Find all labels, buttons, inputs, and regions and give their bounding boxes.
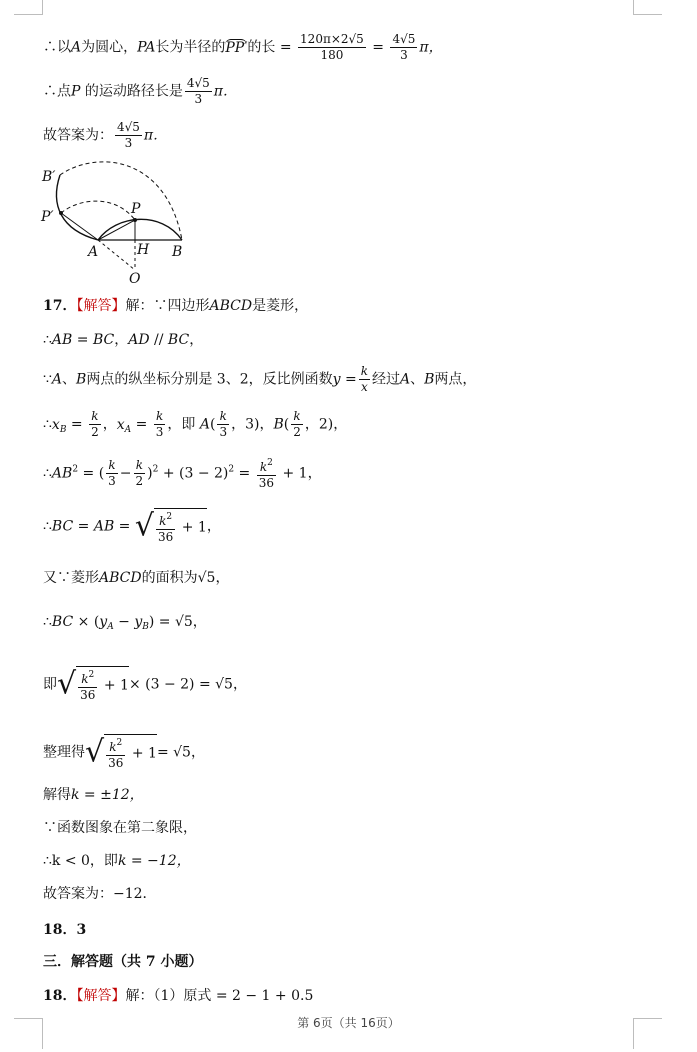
var-a: A — [71, 39, 82, 56]
q17-header — [43, 296, 308, 316]
text: ∴点 — [43, 83, 71, 100]
dashed-a-o — [98, 240, 135, 270]
var-pa: PA — [137, 39, 156, 56]
q17-step-9: 整理得√ $\frac{k^2}{36}$ + 1= √5， — [43, 734, 205, 770]
pi: π， — [419, 39, 443, 56]
solid-arc-a-b — [98, 219, 182, 240]
text: 是菱形， — [252, 298, 309, 314]
text: ∴以 — [43, 39, 71, 56]
label-pprime: P′ — [41, 209, 54, 225]
label-bprime: B′ — [42, 169, 56, 185]
q17-step-4: $\therefore AB^2$ = ( $\frac{k}{3}$ − $\frac{k}{2}$ )$^2 + (3 - 2)^2$ = $\frac{k^2}{36}$ + 1， — [43, 458, 322, 490]
q17-step-6: 又∵菱形ABCD的面积为√5， — [43, 570, 230, 586]
section-heading: 三．解答题（共 7 小题） — [43, 954, 203, 970]
segment-a-pprime — [61, 213, 98, 240]
text: 为圆心， — [81, 39, 138, 56]
label-p: P — [131, 201, 141, 217]
text: 解：∵四边形 — [125, 298, 210, 314]
text: 的运动路径长是 — [84, 83, 183, 100]
answer-tag: 【解答】 — [76, 298, 126, 314]
fraction-k-over-x: $\frac{k}{x}$ — [360, 364, 368, 394]
text: 的长 — [247, 39, 276, 56]
crop-mark-top-left — [14, 0, 43, 15]
var-p: P — [71, 83, 81, 100]
path-length-line — [43, 76, 237, 107]
solid-arc-bprime-a — [56, 175, 98, 240]
pi: π． — [143, 127, 168, 144]
q18-short-answer: 18．3 — [43, 922, 87, 938]
q17-step-5: ∴BC = AB = √ $\frac{k^2}{36}$ + 1， — [43, 508, 221, 544]
fraction: $\frac{4√5}{3}$ — [186, 76, 210, 106]
fraction: $\frac{120\pi\times 2√5}{180}$ — [300, 32, 364, 62]
q17-step-3: $\therefore x_B$ = $\frac{k}{2}$ ，$x_A$ = $\frac{k}{3}$ ，即 A( $\frac{k}{3}$ ，3)，B( $\frac{k}{2}$ ，2)， — [43, 409, 348, 439]
q17-step-7: ∴BC × $(y_A - y_B) = √5$， — [43, 614, 207, 632]
fraction: $\frac{4√5}{3}$ — [392, 32, 416, 62]
arc-pp: PP′ — [225, 39, 248, 56]
geometry-figure — [36, 155, 196, 290]
q17-step-2: ∵A、B两点的纵坐标分别是 3、2，反比例函数y = $\frac{k}{x}$ 经过A、B两点， — [43, 364, 477, 394]
q17-step-10: 解得k = ±12， — [43, 787, 144, 803]
dashed-arc-b-bprime — [60, 162, 182, 240]
q18-header: 18．【解答】解：（1）原式 = 2 − 1 + 0.5 — [43, 988, 314, 1004]
q17-step-1: ∴AB = BC，AD // BC， — [43, 332, 204, 348]
label-o: O — [129, 271, 141, 287]
q17-answer: 故答案为：−12． — [43, 886, 157, 902]
q17-step-12: ∴k < 0，即k = −12， — [43, 853, 191, 869]
q17-step-11: ∵函数图象在第二象限， — [43, 820, 197, 836]
question-number: 17． — [43, 298, 77, 314]
crop-mark-top-right — [633, 0, 662, 15]
var-abcd: ABCD — [209, 298, 253, 314]
text: 故答案为： — [43, 127, 113, 144]
text: 长为半径的 — [155, 39, 226, 56]
pi: π． — [213, 83, 237, 100]
fraction: $\frac{4√5}{3}$ — [117, 120, 140, 150]
segment-a-p — [98, 220, 135, 240]
label-b: B — [172, 244, 183, 260]
label-a: A — [88, 244, 99, 260]
point-p — [133, 218, 137, 222]
dashed-arc-pprime-p — [61, 201, 135, 220]
answer-line — [43, 120, 167, 151]
point-pprime — [59, 211, 63, 215]
page-footer: 第 6页（共 16页） — [297, 1016, 400, 1030]
q17-step-8: 即√ $\frac{k^2}{36}$ + 1× (3 − 2) = √5， — [43, 666, 247, 702]
arc-length-line: ∴以A为圆心，PA长为半径的PP′的长 = $\frac{120\pi\times 2√5}{180}$ = $\frac{4√5}{3}$ π， — [43, 32, 443, 62]
label-h: H — [137, 242, 150, 258]
